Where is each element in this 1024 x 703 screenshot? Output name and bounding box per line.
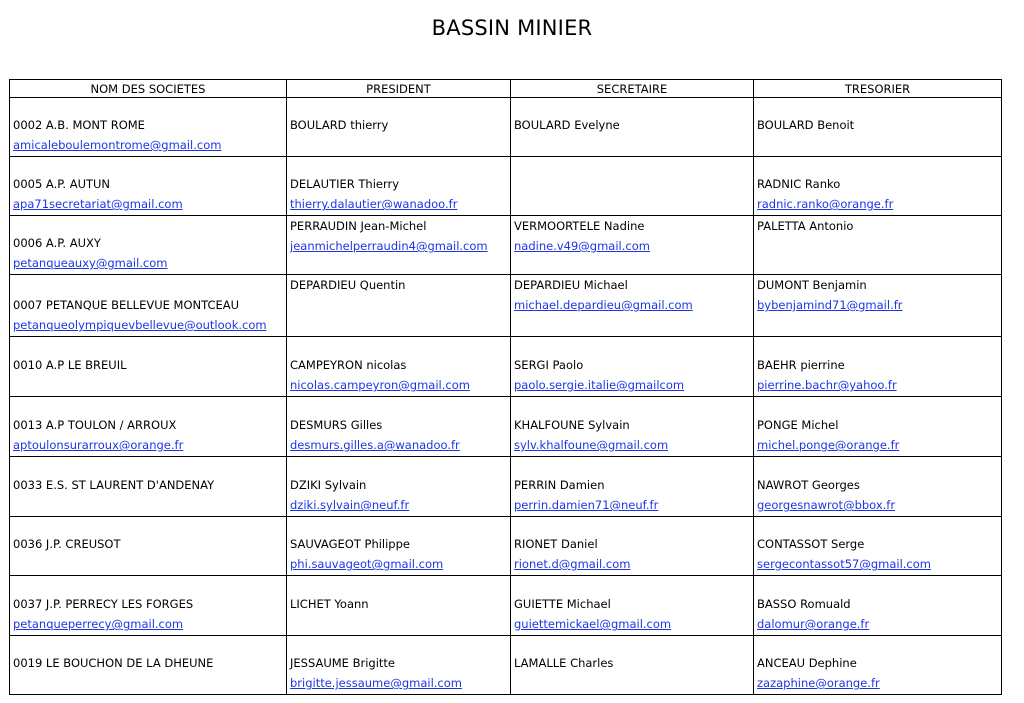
societe-name: 0002 A.B. MONT ROME	[13, 118, 145, 132]
empty-email-spacer	[757, 236, 998, 256]
cell-secretaire	[511, 517, 754, 576]
president-name: CAMPEYRON nicolas	[290, 358, 407, 372]
president-email-link[interactable]: brigitte.jessaume@gmail.com	[290, 676, 462, 690]
table-body	[10, 98, 1002, 695]
cell-secretaire	[511, 397, 754, 457]
header-secretaire: SECRETAIRE	[511, 80, 754, 98]
empty-email-spacer	[514, 135, 750, 155]
table-row	[10, 98, 1002, 157]
empty-email-spacer	[290, 295, 507, 315]
cell-secretaire	[511, 457, 754, 517]
empty-email-spacer	[13, 673, 283, 693]
societe-name: 0019 LE BOUCHON DE LA DHEUNE	[13, 656, 214, 670]
president-name: DELAUTIER Thierry	[290, 177, 400, 191]
cell-societe	[10, 397, 287, 457]
societies-table	[9, 79, 1002, 695]
president-email-link[interactable]: desmurs.gilles.a@wanadoo.fr	[290, 438, 460, 452]
secretaire-email-link[interactable]: guiettemickael@gmail.com	[514, 617, 672, 631]
empty-email-spacer	[757, 135, 998, 155]
societe-name: 0037 J.P. PERRECY LES FORGES	[13, 597, 194, 611]
secretaire-name: LAMALLE Charles	[514, 656, 614, 670]
president-name: DESMURS Gilles	[290, 418, 383, 432]
cell-president	[287, 636, 511, 695]
table-row	[10, 397, 1002, 457]
president-name: PERRAUDIN Jean-Michel	[290, 219, 427, 233]
cell-societe	[10, 216, 287, 275]
cell-societe	[10, 517, 287, 576]
cell-president	[287, 337, 511, 397]
empty-email-spacer	[290, 614, 507, 634]
cell-secretaire	[511, 636, 754, 695]
secretaire-name: SERGI Paolo	[514, 358, 584, 372]
secretaire-email-link[interactable]: rionet.d@gmail.com	[514, 557, 631, 571]
cell-secretaire	[511, 157, 754, 216]
table-row	[10, 275, 1002, 337]
societe-name: 0010 A.P LE BREUIL	[13, 358, 127, 372]
tresorier-name: ANCEAU Dephine	[757, 656, 857, 670]
tresorier-email-link[interactable]: dalomur@orange.fr	[757, 617, 870, 631]
cell-tresorier	[754, 576, 1002, 636]
societe-email-link[interactable]: apa71secretariat@gmail.com	[13, 197, 183, 211]
secretaire-name: PERRIN Damien	[514, 478, 605, 492]
empty-email-spacer	[13, 554, 283, 574]
secretaire-name: GUIETTE Michael	[514, 597, 611, 611]
secretaire-name: KHALFOUNE Sylvain	[514, 418, 630, 432]
cell-president	[287, 275, 511, 337]
tresorier-email-link[interactable]: georgesnawrot@bbox.fr	[757, 498, 896, 512]
cell-president	[287, 517, 511, 576]
cell-societe	[10, 337, 287, 397]
cell-president	[287, 157, 511, 216]
secretaire-name: RIONET Daniel	[514, 537, 598, 551]
cell-tresorier	[754, 98, 1002, 157]
cell-societe	[10, 636, 287, 695]
societe-email-link[interactable]: petanqueperrecy@gmail.com	[13, 617, 184, 631]
cell-societe	[10, 98, 287, 157]
cell-secretaire	[511, 576, 754, 636]
tresorier-name: CONTASSOT Serge	[757, 537, 865, 551]
tresorier-name: DUMONT Benjamin	[757, 278, 867, 292]
cell-tresorier	[754, 636, 1002, 695]
president-name: DZIKI Sylvain	[290, 478, 367, 492]
tresorier-name: PALETTA Antonio	[757, 219, 854, 233]
cell-secretaire	[511, 98, 754, 157]
secretaire-email-link[interactable]: perrin.damien71@neuf.fr	[514, 498, 659, 512]
cell-secretaire	[511, 216, 754, 275]
president-email-link[interactable]: nicolas.campeyron@gmail.com	[290, 378, 470, 392]
secretaire-email-link[interactable]: paolo.sergie.italie@gmailcom	[514, 378, 685, 392]
societe-name: 0005 A.P. AUTUN	[13, 177, 111, 191]
table-row	[10, 337, 1002, 397]
cell-president	[287, 216, 511, 275]
cell-societe	[10, 157, 287, 216]
secretaire-email-link[interactable]: nadine.v49@gmail.com	[514, 239, 650, 253]
president-name: LICHET Yoann	[290, 597, 369, 611]
cell-tresorier	[754, 337, 1002, 397]
secretaire-email-link[interactable]: michael.depardieu@gmail.com	[514, 298, 693, 312]
president-email-link[interactable]: dziki.sylvain@neuf.fr	[290, 498, 410, 512]
cell-tresorier	[754, 397, 1002, 457]
tresorier-name: RADNIC Ranko	[757, 177, 841, 191]
tresorier-email-link[interactable]: pierrine.bachr@yahoo.fr	[757, 378, 897, 392]
tresorier-email-link[interactable]: zazaphine@orange.fr	[757, 676, 880, 690]
tresorier-name: BAEHR pierrine	[757, 358, 845, 372]
cell-president	[287, 397, 511, 457]
president-name: DEPARDIEU Quentin	[290, 278, 406, 292]
tresorier-email-link[interactable]: sergecontassot57@gmail.com	[757, 557, 931, 571]
header-president: PRESIDENT	[287, 80, 511, 98]
tresorier-email-link[interactable]: radnic.ranko@orange.fr	[757, 197, 894, 211]
cell-societe	[10, 576, 287, 636]
societe-email-link[interactable]: aptoulonsurarroux@orange.fr	[13, 438, 184, 452]
societe-name: 0007 PETANQUE BELLEVUE MONTCEAU	[13, 298, 240, 312]
table-row	[10, 157, 1002, 216]
empty-email-spacer	[13, 495, 283, 515]
page-title: BASSIN MINIER	[431, 16, 593, 40]
president-email-link[interactable]: phi.sauvageot@gmail.com	[290, 557, 444, 571]
president-email-link[interactable]: jeanmichelperraudin4@gmail.com	[290, 239, 488, 253]
cell-tresorier	[754, 517, 1002, 576]
cell-tresorier	[754, 457, 1002, 517]
secretaire-name: VERMOORTELE Nadine	[514, 219, 645, 233]
tresorier-name: BASSO Romuald	[757, 597, 851, 611]
header-societes: NOM DES SOCIETES	[10, 80, 287, 98]
societe-name: 0036 J.P. CREUSOT	[13, 537, 121, 551]
cell-tresorier	[754, 275, 1002, 337]
societe-name: 0013 A.P TOULON / ARROUX	[13, 418, 177, 432]
cell-secretaire	[511, 275, 754, 337]
secretaire-email-link[interactable]: sylv.khalfoune@gmail.com	[514, 438, 669, 452]
empty-email-spacer	[13, 375, 283, 395]
president-name: JESSAUME Brigitte	[290, 656, 395, 670]
cell-tresorier	[754, 216, 1002, 275]
cell-societe	[10, 275, 287, 337]
table-row	[10, 636, 1002, 695]
tresorier-name: NAWROT Georges	[757, 478, 860, 492]
cell-secretaire	[511, 337, 754, 397]
table-row	[10, 576, 1002, 636]
table-row	[10, 517, 1002, 576]
societe-email-link[interactable]: petanqueauxy@gmail.com	[13, 256, 168, 270]
table-row	[10, 216, 1002, 275]
cell-president	[287, 576, 511, 636]
societe-name: 0033 E.S. ST LAURENT D'ANDENAY	[13, 478, 215, 492]
secretaire-name: BOULARD Evelyne	[514, 118, 620, 132]
societe-name: 0006 A.P. AUXY	[13, 236, 101, 250]
secretaire-name: DEPARDIEU Michael	[514, 278, 628, 292]
cell-societe	[10, 457, 287, 517]
president-name: BOULARD thierry	[290, 118, 389, 132]
tresorier-email-link[interactable]: bybenjamind71@gmail.fr	[757, 298, 903, 312]
tresorier-name: BOULARD Benoit	[757, 118, 855, 132]
president-email-link[interactable]: thierry.dalautier@wanadoo.fr	[290, 197, 458, 211]
tresorier-name: PONGE Michel	[757, 418, 839, 432]
societe-email-link[interactable]: amicaleboulemontrome@gmail.com	[13, 138, 222, 152]
header-tresorier: TRESORIER	[754, 80, 1002, 98]
cell-president	[287, 457, 511, 517]
president-name: SAUVAGEOT Philippe	[290, 537, 410, 551]
cell-tresorier	[754, 157, 1002, 216]
cell-president	[287, 98, 511, 157]
table-row	[10, 457, 1002, 517]
societe-email-link[interactable]: petanqueolympiquevbellevue@outlook.com	[13, 318, 267, 332]
header-row	[10, 80, 1002, 98]
empty-email-spacer	[514, 673, 750, 693]
tresorier-email-link[interactable]: michel.ponge@orange.fr	[757, 438, 900, 452]
empty-email-spacer	[290, 135, 507, 155]
